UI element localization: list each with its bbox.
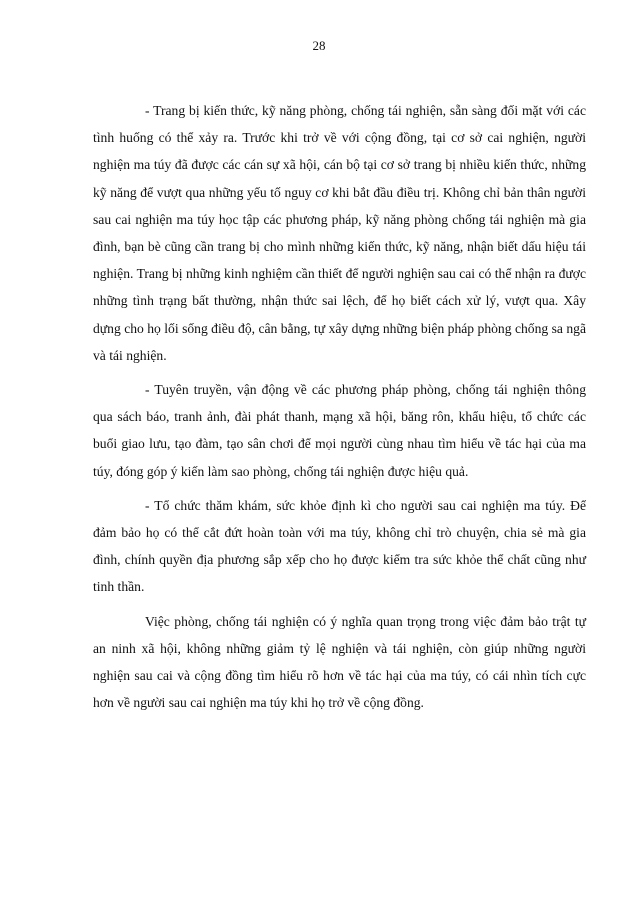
- paragraph-skills-training: - Trang bị kiến thức, kỹ năng phòng, chống tái nghiện, sẵn sàng đối mặt với các tình huống có thể xảy ra. Trước khi trở về với cộng đồng, tại cơ sở cai nghiện, người nghiện ma túy đã được các cán sự xã hội, cán bộ tại cơ sở trang bị nhiều kiến thức, những kỹ năng để vượt qua những yếu tố nguy cơ khi bắt đầu điều trị. Không chỉ bản thân người sau cai nghiện ma túy học tập các phương pháp, kỹ năng phòng chống tái nghiện mà gia đình, bạn bè cũng cần trang bị cho mình những kiến thức, kỹ năng, nhận biết dấu hiệu tái nghiện. Trang bị những kinh nghiệm cần thiết để người nghiện sau cai có thể nhận ra được những tình trạng bất thường, nhận thức sai lệch, để họ biết cách xử lý, vượt qua. Xây dựng cho họ lối sống điều độ, cân bằng, tự xây dựng những biện pháp phòng chống sa ngã và tái nghiện.: [93, 103, 586, 363]
- body-text: [93, 97, 586, 716]
- paragraph-health-checkup: - Tổ chức thăm khám, sức khỏe định kì cho người sau cai nghiện ma túy. Để đảm bảo họ có thể cắt đứt hoàn toàn với ma túy, không chỉ trò chuyện, chia sẻ mà gia đình, chính quyền địa phương sắp xếp cho họ được kiểm tra sức khỏe thể chất cũng như tinh thần.: [93, 497, 586, 595]
- paragraph-propaganda: - Tuyên truyền, vận động về các phương pháp phòng, chống tái nghiện thông qua sách báo, tranh ảnh, đài phát thanh, mạng xã hội, băng rôn, khẩu hiệu, tổ chức các buổi giao lưu, tạo đàm, tạo sân chơi để mọi người cùng nhau tìm hiểu về tác hại của ma túy, đóng góp ý kiến làm sao phòng, chống tái nghiện được hiệu quả.: [93, 382, 586, 479]
- page-number: 28: [312, 38, 326, 53]
- paragraph-conclusion: Việc phòng, chống tái nghiện có ý nghĩa quan trọng trong việc đảm bảo trật tự an ninh xã hội, không những giảm tỷ lệ nghiện và tái nghiện, còn giúp những người nghiện sau cai và cộng đồng tìm hiểu rõ hơn về tác hại của ma túy, có cái nhìn tích cực hơn về người sau cai nghiện ma túy khi họ trở về cộng đồng.: [93, 613, 586, 711]
